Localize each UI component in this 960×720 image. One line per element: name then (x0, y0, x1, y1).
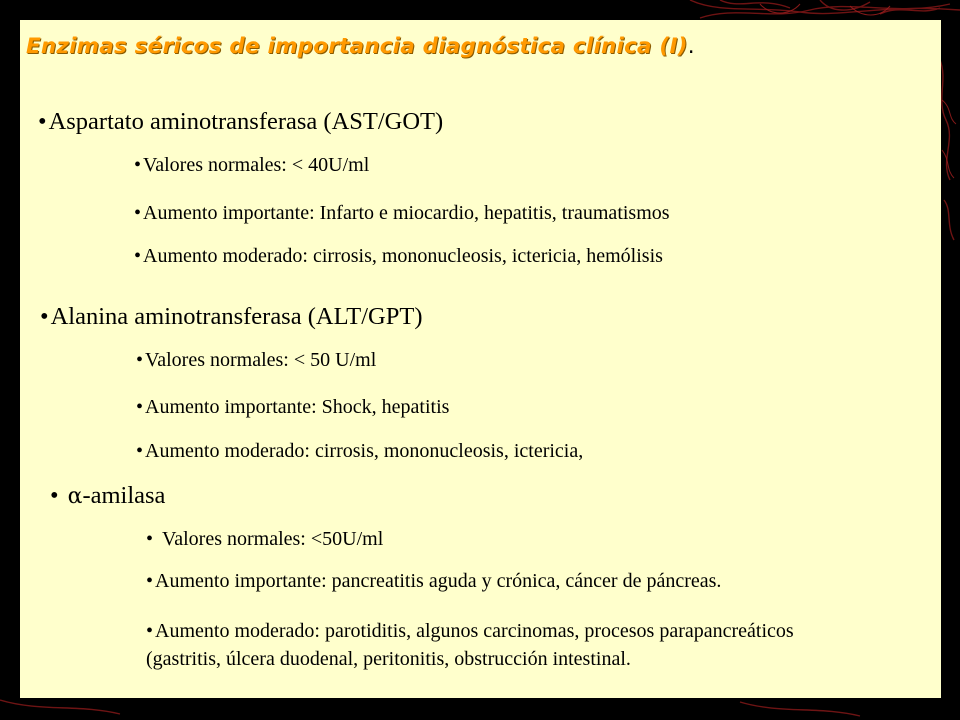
list-item (146, 528, 383, 551)
alpha-symbol: α (67, 484, 83, 509)
bullet-icon: • (136, 440, 144, 462)
list-item-text: Aumento moderado: cirrosis, mononucleosis, ictericia, (145, 440, 584, 462)
bullet-icon: • (134, 154, 142, 176)
list-item-text: Aumento moderado: parotiditis, algunos carcinomas, procesos parapancreáticos (155, 620, 794, 642)
bullet-icon: • (50, 482, 59, 509)
list-item-text: (gastritis, úlcera duodenal, peritonitis, obstrucción intestinal. (146, 648, 631, 670)
slide-panel (20, 20, 941, 698)
list-item (134, 245, 663, 268)
section-heading-text: -amilasa (82, 482, 166, 509)
bullet-icon: • (146, 570, 154, 592)
bullet-icon: • (40, 303, 49, 330)
list-item-text: Valores normales: < 40U/ml (143, 154, 370, 176)
section-heading-ast (38, 108, 443, 136)
bullet-icon: • (134, 245, 142, 267)
bullet-icon: • (146, 528, 154, 550)
list-item (146, 620, 794, 643)
section-heading-text: Alanina aminotransferasa (ALT/GPT) (50, 303, 423, 330)
list-item-text: Aumento importante: Infarto e miocardio, hepatitis, traumatismos (143, 202, 670, 224)
slide-title-period: . (687, 34, 695, 59)
bullet-icon: • (136, 349, 144, 371)
section-heading-amilasa (50, 482, 165, 510)
slide-title (26, 34, 695, 59)
list-item-text: Valores normales: < 50 U/ml (145, 349, 377, 371)
slide-title-text: Enzimas séricos de importancia diagnóstica clínica (I) (26, 34, 688, 59)
list-item (146, 570, 721, 593)
section-heading-alt (40, 303, 423, 331)
list-item (134, 202, 670, 225)
list-item-text: Aumento importante: pancreatitis aguda y crónica, cáncer de páncreas. (155, 570, 722, 592)
list-item (136, 440, 583, 463)
list-item (134, 154, 369, 177)
bullet-icon: • (136, 396, 144, 418)
bullet-icon: • (146, 620, 154, 642)
section-heading-text: Aspartato aminotransferasa (AST/GOT) (48, 108, 444, 135)
list-item-text: Aumento importante: Shock, hepatitis (145, 396, 450, 418)
list-item (136, 396, 449, 419)
list-item-text: Valores normales: <50U/ml (162, 528, 384, 550)
bullet-icon: • (38, 108, 47, 135)
bullet-icon: • (134, 202, 142, 224)
list-item-text: Aumento moderado: cirrosis, mononucleosis, ictericia, hemólisis (143, 245, 663, 267)
list-item-continuation (146, 648, 631, 671)
list-item (136, 349, 376, 372)
